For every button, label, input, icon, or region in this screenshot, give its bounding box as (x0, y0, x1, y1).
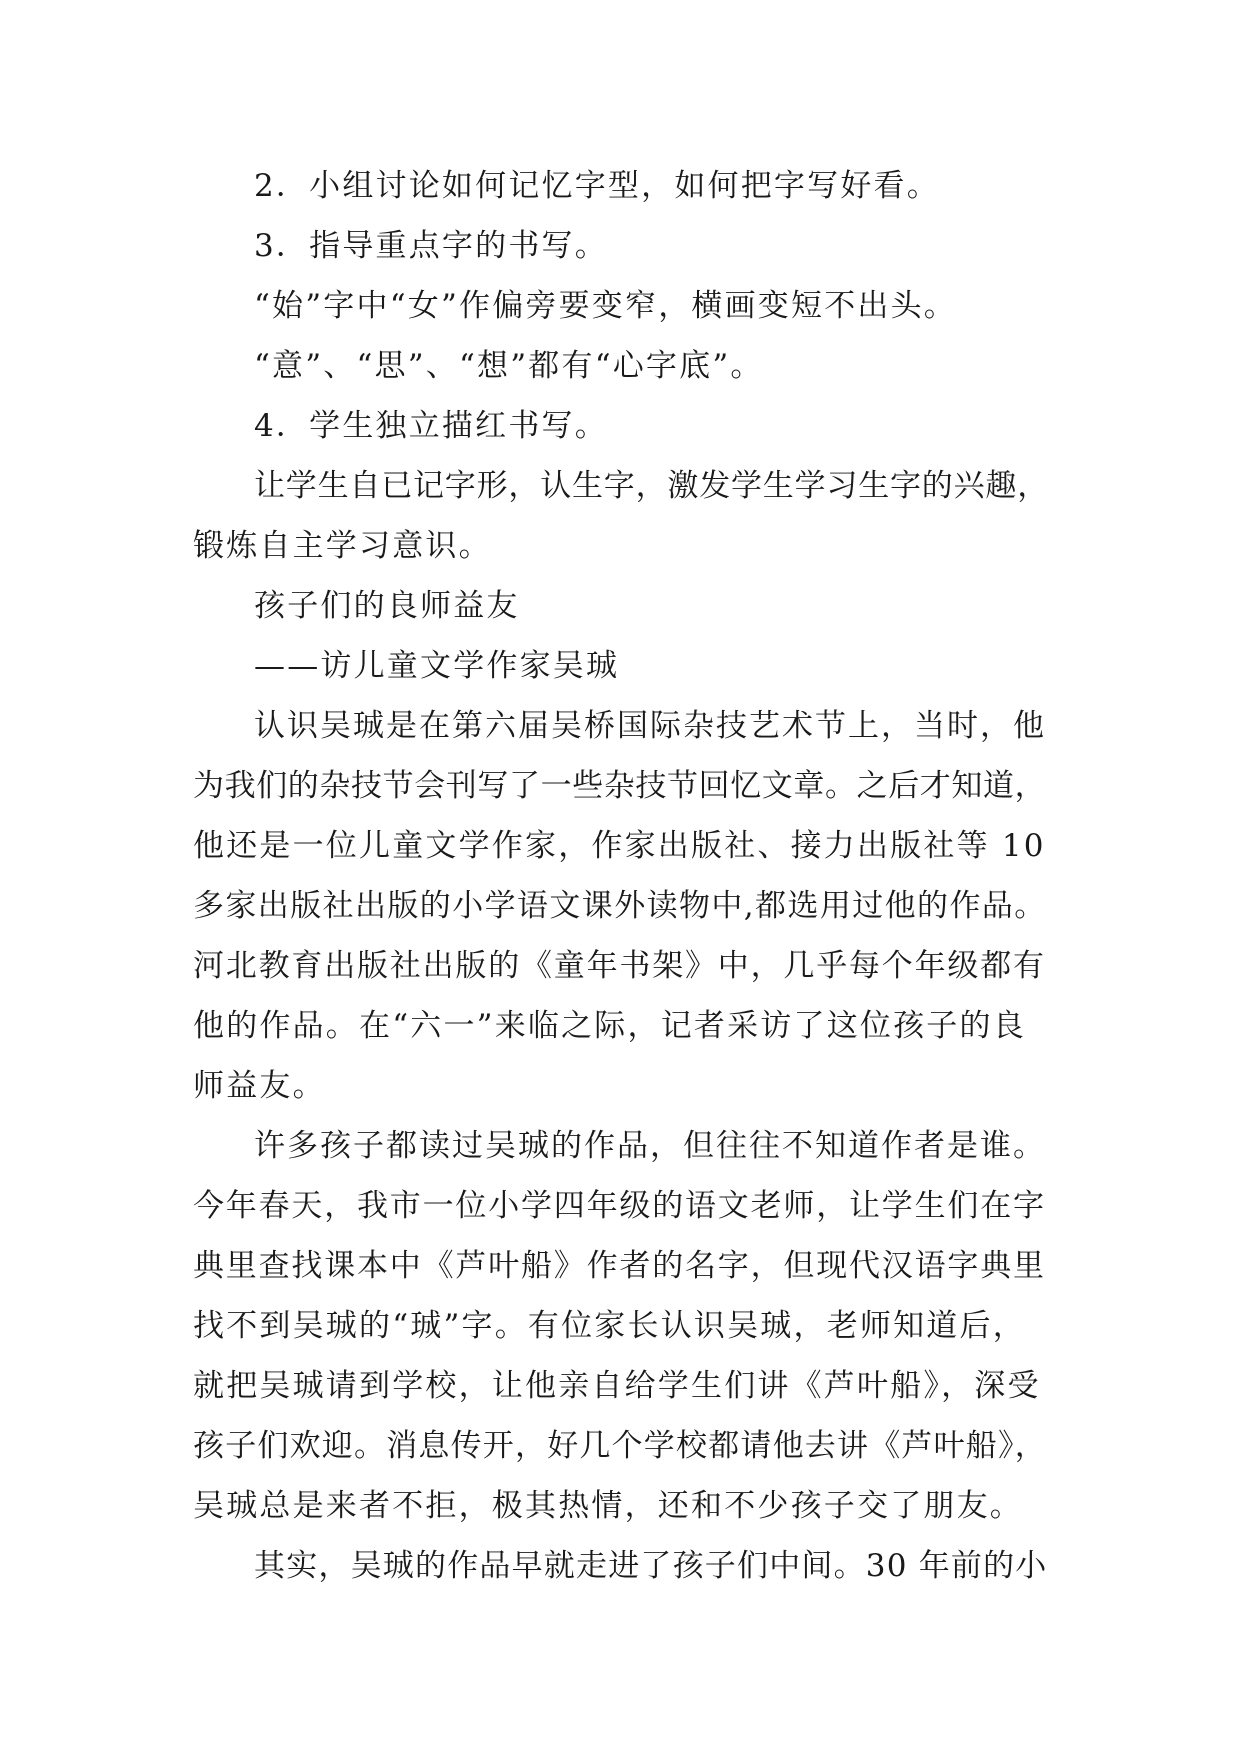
text-line: 其实，吴珹的作品早就走进了孩子们中间。30 年前的小 (254, 1548, 1048, 1584)
text-line: 吴珹总是来者不拒，极其热情，还和不少孩子交了朋友。 (193, 1488, 1023, 1524)
text-line: 许多孩子都读过吴珹的作品，但往往不知道作者是谁。 (254, 1128, 1046, 1164)
text-line: 就把吴珹请到学校，让他亲自给学生们讲《芦叶船》，深受 (193, 1368, 1041, 1404)
text-line: 师益友。 (193, 1068, 326, 1104)
text-line: 他的作品。在“六一”来临之际，记者采访了这位孩子的良 (193, 1008, 1026, 1044)
text-line: 今年春天，我市一位小学四年级的语文老师，让学生们在字 (193, 1188, 1046, 1224)
text-line: 孩子们欢迎。消息传开，好几个学校都请他去讲《芦叶船》， (193, 1428, 1047, 1464)
text-line: 3．指导重点字的书写。 (254, 228, 608, 264)
text-line: 河北教育出版社出版的《童年书架》中，几乎每个年级都有 (193, 948, 1046, 984)
article-subtitle: ——访儿童文学作家吴珹 (254, 648, 620, 684)
text-line: 典里查找课本中《芦叶船》作者的名字，但现代汉语字典里 (193, 1248, 1046, 1284)
text-line: 2．小组讨论如何记忆字型，如何把字写好看。 (254, 168, 940, 204)
text-line: 他还是一位儿童文学作家，作家出版社、接力出版社等 10 (193, 828, 1046, 864)
text-line: 多家出版社出版的小学语文课外读物中,都选用过他的作品。 (193, 888, 1047, 924)
text-line: “意”、“思”、“想”都有“心字底”。 (254, 348, 764, 384)
text-line: 为我们的杂技节会刊写了一些杂技节回忆文章。之后才知道， (193, 768, 1047, 804)
text-line: “始”字中“女”作偏旁要变窄，横画变短不出头。 (254, 288, 957, 324)
text-line: 找不到吴珹的“珹”字。有位家长认识吴珹，老师知道后， (193, 1308, 1026, 1344)
text-line: 锻炼自主学习意识。 (193, 528, 492, 564)
text-line: 4．学生独立描红书写。 (254, 408, 608, 444)
text-line: 认识吴珹是在第六届吴桥国际杂技艺术节上，当时，他 (254, 708, 1046, 744)
article-title: 孩子们的良师益友 (254, 588, 520, 624)
text-line: 让学生自已记字形，认生字，激发学生学习生字的兴趣， (254, 468, 1049, 504)
